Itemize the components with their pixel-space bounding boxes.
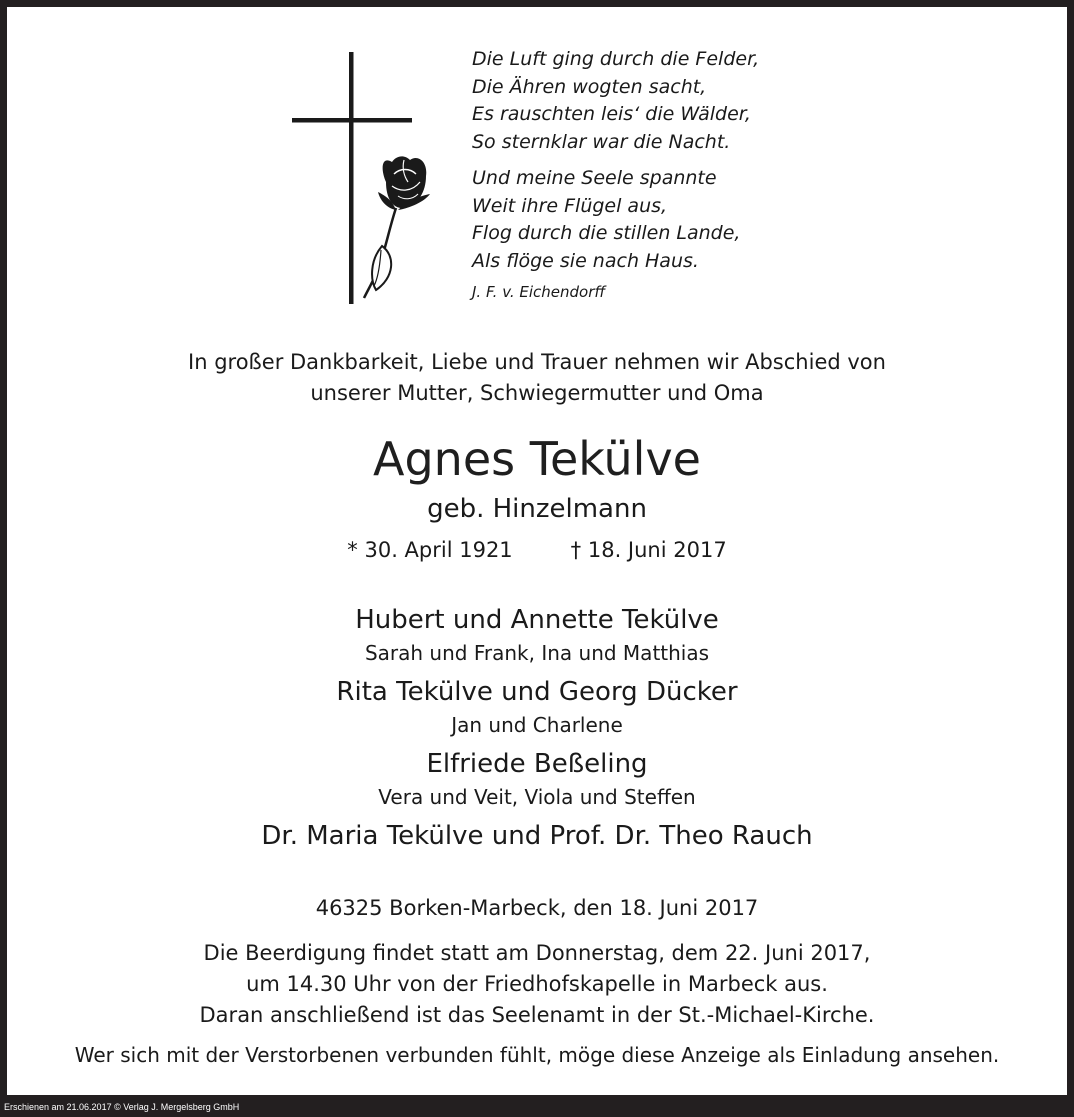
funeral-line: Daran anschließend ist das Seelenamt in der St.-Michael-Kirche. (199, 1003, 875, 1027)
poem-line: So sternklar war die Nacht. (472, 130, 731, 153)
poem-line: Flog durch die stillen Lande, (472, 222, 741, 244)
poem-line: Und meine Seele spannte (472, 167, 717, 189)
poem-line: Es rauschten leis‘ die Wälder, (472, 103, 751, 125)
poem-stanza-2 (472, 165, 759, 275)
birth-date: * 30. April 1921 (347, 538, 513, 562)
intro-line: unserer Mutter, Schwiegermutter und Oma (310, 381, 764, 405)
funeral-line: Die Beerdigung findet statt am Donnerstag, dem 22. Juni 2017, (203, 941, 871, 965)
family-sub: Jan und Charlene (451, 713, 623, 737)
poem-line: Weit ihre Flügel aus, (472, 194, 668, 217)
life-dates (0, 535, 1074, 565)
invitation-text: Wer sich mit der Verstorbenen verbunden fühlt, möge diese Anzeige als Einladung ansehen. (74, 1043, 1000, 1067)
family-list (0, 602, 1074, 854)
poem-author: J. F. v. Eichendorff (472, 283, 606, 301)
family-head: Elfriede Beßeling (426, 749, 648, 779)
rose-icon (364, 156, 430, 298)
family-head: Rita Tekülve und Georg Dücker (336, 677, 738, 707)
intro-text (0, 347, 1074, 409)
cross-rose-emblem (286, 50, 436, 310)
family-sub: Sarah und Frank, Ina und Matthias (364, 641, 710, 665)
deceased-name: Agnes Tekülve (373, 432, 701, 486)
funeral-line: um 14.30 Uhr von der Friedhofskapelle in Marbeck aus. (246, 972, 828, 996)
poem-stanza-1 (472, 46, 759, 156)
family-sub: Vera und Veit, Viola und Steffen (378, 785, 696, 809)
poem-line: Die Ähren wogten sacht, (472, 75, 707, 98)
funeral-info (0, 938, 1074, 1031)
intro-line: In großer Dankbarkeit, Liebe und Trauer nehmen wir Abschied von (188, 350, 886, 374)
birth-name: geb. Hinzelmann (427, 494, 647, 524)
poem-line: Die Luft ging durch die Felder, (472, 48, 760, 70)
place-date: 46325 Borken-Marbeck, den 18. Juni 2017 (315, 896, 759, 920)
publication-footer: Erschienen am 21.06.2017 © Verlag J. Mergelsberg GmbH (4, 1102, 240, 1112)
death-date: † 18. Juni 2017 (570, 538, 727, 562)
poem (472, 46, 759, 302)
family-head: Hubert und Annette Tekülve (355, 605, 719, 635)
poem-line: Als flöge sie nach Haus. (472, 249, 699, 272)
family-head: Dr. Maria Tekülve und Prof. Dr. Theo Rauch (261, 821, 813, 851)
